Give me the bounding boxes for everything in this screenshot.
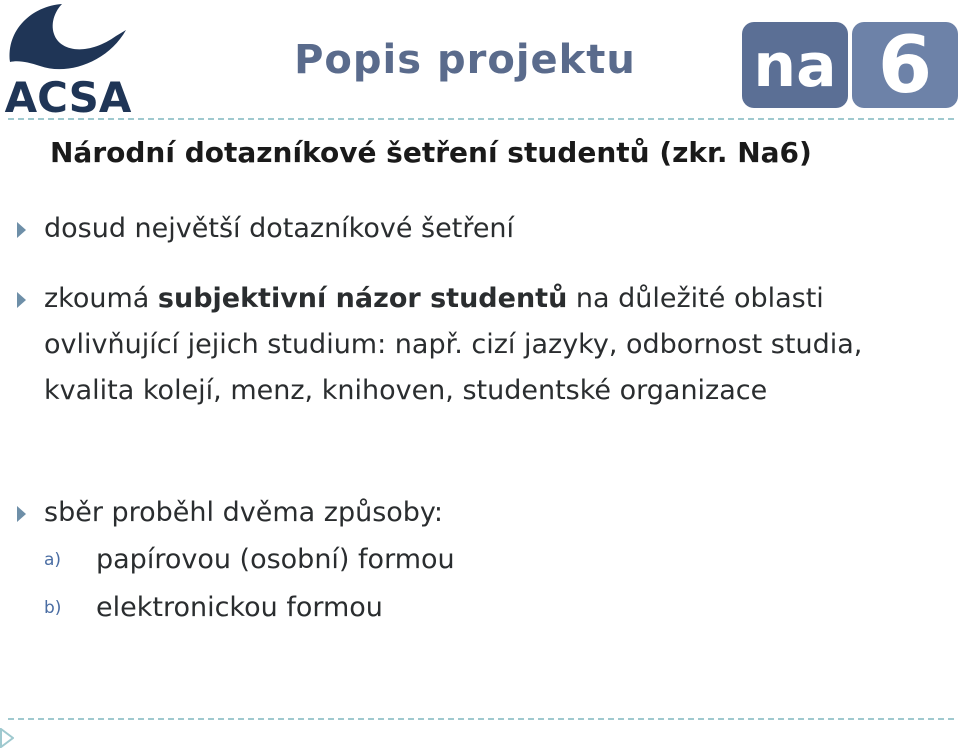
bullet-item: sběr proběhl dvěma způsoby: [44, 497, 444, 528]
subitem-text: papírovou (osobní) formou [96, 544, 455, 575]
subitem-text: elektronickou formou [96, 592, 383, 623]
triangle-right-icon [17, 222, 26, 238]
page-title: Popis projektu [294, 37, 636, 83]
subitem-marker: b) [44, 598, 62, 618]
header-divider [8, 118, 954, 120]
footer-divider [8, 718, 954, 720]
acsa-logo-swoosh [10, 4, 126, 69]
triangle-right-icon [0, 728, 14, 748]
bullet-item [44, 276, 944, 414]
bullet-text-prefix: zkoumá [44, 283, 158, 314]
subitem-marker: a) [44, 550, 62, 570]
acsa-logo-text: ACSA [4, 73, 132, 118]
bullet-item: dosud největší dotazníkové šetření [44, 213, 515, 244]
na6-logo-6: 6 [877, 22, 933, 108]
na6-logo [742, 22, 958, 108]
bullet-text-suffix: na důležité oblasti ovlivňující jejich studium: např. cizí jazyky, odbornost studia, kvalita kolejí, menz, knihoven, studentské organizace [44, 283, 863, 406]
na6-logo-na: na [753, 31, 837, 101]
bullet-text-bold: subjektivní názor studentů [157, 283, 568, 314]
acsa-logo [4, 0, 132, 118]
slide-subtitle: Národní dotazníkové šetření studentů (zkr. Na6) [50, 136, 812, 169]
triangle-right-icon [17, 506, 26, 522]
triangle-right-icon [17, 292, 26, 308]
